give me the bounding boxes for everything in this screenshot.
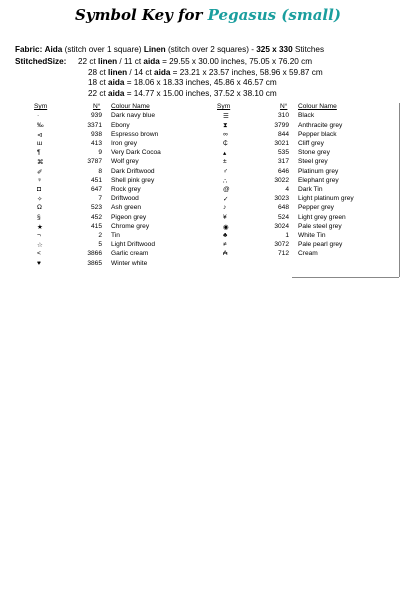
- thread-number: 938: [90, 130, 102, 138]
- box-right-border: [399, 103, 400, 277]
- symbol-icon: ★: [37, 223, 43, 231]
- size-sep: / 14 ct: [127, 67, 155, 77]
- thread-number: 451: [90, 176, 102, 184]
- thread-number: 3799: [274, 121, 289, 129]
- thread-number: 9: [98, 149, 102, 157]
- colour-name: Ash green: [111, 204, 142, 212]
- col-header-no-left: N°: [93, 103, 101, 110]
- colour-name: Platinum grey: [298, 167, 339, 175]
- stitched-size-line: [88, 78, 277, 87]
- col-header-no-right: N°: [280, 103, 288, 110]
- symbol-icon: ♂: [223, 167, 228, 175]
- symbol-icon: ▴: [223, 150, 227, 158]
- symbol-icon: ₵: [223, 139, 228, 147]
- symbol-icon: ♥: [37, 259, 41, 267]
- colour-name: Pale steel grey: [298, 222, 342, 230]
- colour-name: Ebony: [111, 121, 130, 129]
- thread-number: 413: [90, 139, 102, 147]
- symbol-icon: ∴: [223, 177, 228, 185]
- colour-name: Dark Tin: [298, 185, 323, 193]
- colour-name: Shell pink grey: [111, 176, 155, 184]
- symbol-icon: ✓: [223, 196, 229, 204]
- thread-number: 535: [277, 149, 289, 157]
- stitched-size-label: StitchedSize:: [15, 57, 67, 66]
- fabric-line: [15, 45, 324, 54]
- symbol-icon: ¶: [37, 149, 41, 157]
- symbol-icon: Ω: [37, 204, 42, 212]
- symbol-icon: <: [37, 250, 41, 258]
- thread-number: 310: [277, 112, 289, 120]
- colour-name: Wolf grey: [111, 158, 139, 166]
- symbol-icon: ♆: [37, 176, 42, 184]
- symbol-icon: ¬: [37, 231, 41, 239]
- fabric-linen: Linen: [143, 45, 166, 54]
- colour-name: Dark navy blue: [111, 112, 155, 120]
- fabric-stitch-count: 325 x 330: [256, 45, 293, 54]
- colour-name: Driftwood: [111, 195, 139, 203]
- symbol-icon: ◉: [223, 223, 229, 231]
- thread-number: 648: [277, 204, 289, 212]
- symbol-icon: §: [37, 213, 41, 221]
- thread-number: 3865: [87, 259, 102, 267]
- size-ct: 28 ct: [88, 67, 106, 77]
- colour-name: Stone grey: [298, 149, 330, 157]
- fabric-aida-note: (stitch over 1 square): [64, 45, 142, 54]
- colour-name: Chrome grey: [111, 222, 150, 230]
- col-header-colour-left: Colour Name: [111, 103, 150, 110]
- symbol-icon: ⧗: [223, 121, 228, 129]
- symbol-icon: ✐: [37, 168, 43, 176]
- colour-name: Rock grey: [111, 185, 141, 193]
- thread-number: 3371: [87, 121, 102, 129]
- size-fabric2: aida: [143, 57, 160, 66]
- thread-number: 2: [98, 231, 102, 239]
- stitched-size-line: [88, 89, 277, 98]
- thread-number: 3866: [87, 250, 102, 258]
- symbol-icon: @: [223, 185, 230, 193]
- colour-name: White Tin: [298, 231, 326, 239]
- symbol-icon: ♣: [223, 231, 228, 239]
- symbol-icon: ·: [37, 112, 40, 120]
- colour-name: Dark Driftwood: [111, 167, 155, 175]
- thread-number: 7: [98, 195, 102, 203]
- symbol-icon: ⊲: [37, 131, 43, 139]
- size-dims: = 23.21 x 23.57 inches, 58.96 x 59.87 cm: [170, 67, 323, 77]
- colour-name: Pale pearl grey: [298, 241, 343, 249]
- colour-name: Elephant grey: [298, 176, 339, 184]
- symbol-icon: ш: [37, 139, 43, 147]
- symbol-icon: ☆: [37, 242, 43, 250]
- size-fabric: linen: [98, 57, 118, 66]
- thread-number: 646: [277, 167, 289, 175]
- size-fabric: aida: [108, 88, 125, 98]
- colour-name: Light Driftwood: [111, 241, 155, 249]
- colour-name: Iron grey: [111, 139, 138, 147]
- thread-number: 415: [90, 222, 102, 230]
- stitched-size-line: [78, 57, 312, 66]
- symbol-icon: ♪: [223, 204, 227, 212]
- colour-name: Pigeon grey: [111, 213, 147, 221]
- thread-number: 1: [285, 231, 289, 239]
- size-fabric2: aida: [154, 67, 171, 77]
- fabric-aida: Aida: [44, 45, 63, 54]
- thread-number: 452: [90, 213, 102, 221]
- symbol-icon: ±: [223, 158, 227, 166]
- thread-number: 939: [90, 112, 102, 120]
- thread-number: 8: [98, 167, 102, 175]
- colour-name: Light grey green: [298, 213, 346, 221]
- size-fabric: aida: [108, 78, 125, 88]
- thread-number: 3787: [87, 158, 102, 166]
- colour-name: Winter white: [111, 259, 148, 267]
- symbol-icon: ₳: [223, 250, 228, 258]
- size-sep: / 11 ct: [117, 57, 144, 66]
- col-header-colour-right: Colour Name: [298, 103, 337, 110]
- thread-number: 3022: [274, 176, 289, 184]
- colour-name: Anthracite grey: [298, 121, 343, 129]
- colour-name: Very Dark Cocoa: [111, 149, 161, 157]
- symbol-icon: ‰: [37, 121, 44, 129]
- thread-number: 3021: [274, 139, 289, 147]
- colour-name: Pepper black: [298, 130, 337, 138]
- symbol-icon: ≠: [223, 241, 227, 249]
- thread-number: 523: [90, 204, 102, 212]
- page-title: [0, 6, 416, 24]
- thread-number: 712: [277, 250, 289, 258]
- symbol-icon: ☰: [223, 113, 229, 121]
- symbol-icon: ✧: [37, 196, 43, 204]
- fabric-linen-note: (stitch over 2 squares) -: [167, 45, 254, 54]
- size-ct: 22 ct: [88, 88, 106, 98]
- colour-name: Steel grey: [298, 158, 328, 166]
- stitched-size-line: [88, 68, 323, 77]
- thread-number: 844: [277, 130, 289, 138]
- colour-name: Pepper grey: [298, 204, 334, 212]
- size-ct: 18 ct: [88, 78, 106, 88]
- box-bottom-border: [292, 277, 399, 278]
- size-dims: = 18.06 x 18.33 inches, 45.86 x 46.57 cm: [124, 78, 277, 88]
- colour-name: Cream: [298, 250, 318, 258]
- col-header-sym-right: Sym: [217, 103, 231, 110]
- title-prefix: Symbol Key for: [75, 6, 208, 24]
- colour-name: Tin: [111, 231, 120, 239]
- thread-number: 3072: [274, 241, 289, 249]
- colour-name: Espresso brown: [111, 130, 159, 138]
- size-fabric: linen: [108, 67, 128, 77]
- colour-name: Cliff grey: [298, 139, 324, 147]
- symbol-icon: ¥: [223, 213, 227, 221]
- colour-name: Light platinum grey: [298, 195, 354, 203]
- fabric-label: Fabric:: [15, 45, 43, 54]
- thread-number: 3023: [274, 195, 289, 203]
- thread-number: 524: [277, 213, 289, 221]
- size-dims: = 14.77 x 15.00 inches, 37.52 x 38.10 cm: [124, 88, 277, 98]
- colour-name: Garlic cream: [111, 250, 149, 258]
- symbol-icon: ◘: [37, 185, 41, 193]
- col-header-sym-left: Sym: [34, 103, 48, 110]
- size-dims: = 29.55 x 30.00 inches, 75.05 x 76.20 cm: [159, 57, 313, 66]
- thread-number: 647: [90, 185, 102, 193]
- colour-name: Black: [298, 112, 315, 120]
- thread-number: 4: [285, 185, 289, 193]
- thread-number: 3024: [274, 222, 289, 230]
- thread-number: 317: [277, 158, 289, 166]
- thread-number: 5: [98, 241, 102, 249]
- symbol-icon: ∞: [223, 130, 228, 138]
- symbol-icon: ⌘: [37, 159, 44, 167]
- fabric-stitch-label: Stitches: [294, 45, 325, 54]
- size-ct: 22 ct: [78, 57, 96, 66]
- title-pattern-name: Pegasus (small): [207, 6, 341, 24]
